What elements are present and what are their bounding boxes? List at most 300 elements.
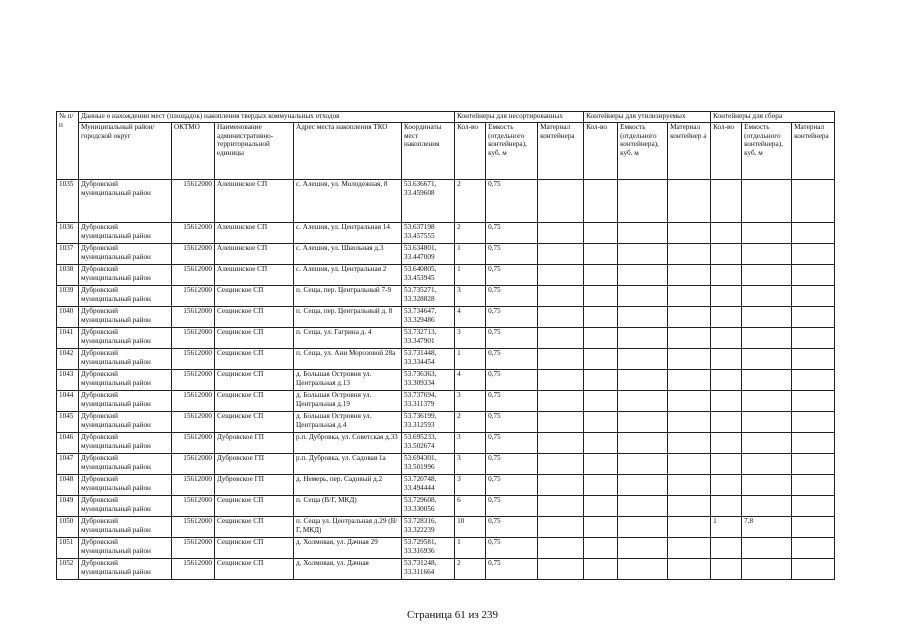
cell-capacity: 0,75 bbox=[486, 244, 538, 265]
cell-capacity-collect bbox=[742, 538, 792, 559]
cell-no: 1052 bbox=[57, 559, 79, 580]
cell-coords: 53.729581, 33.316936 bbox=[402, 538, 455, 559]
cell-material bbox=[538, 559, 584, 580]
cell-material-collect bbox=[792, 307, 835, 328]
cell-oktmo: 15612000 bbox=[172, 328, 215, 349]
cell-count-recycle bbox=[584, 223, 618, 244]
cell-capacity: 0,75 bbox=[486, 559, 538, 580]
cell-material-recycle bbox=[668, 307, 711, 328]
cell-count-collect bbox=[711, 559, 742, 580]
cell-material-collect bbox=[792, 433, 835, 454]
header-group-location: Данные о нахождении мест (площадок) накопления твердых коммунальных отходов bbox=[79, 112, 455, 123]
col-count-recycle: Кол-во bbox=[584, 123, 618, 180]
cell-material-collect bbox=[792, 180, 835, 223]
cell-address: д. Большая Островня ул. Центральная д.19 bbox=[294, 391, 402, 412]
cell-no: 1038 bbox=[57, 265, 79, 286]
cell-material bbox=[538, 180, 584, 223]
col-unit: Наименование административно-территориальной единицы bbox=[215, 123, 294, 180]
cell-material-recycle bbox=[668, 496, 711, 517]
cell-count-recycle bbox=[584, 538, 618, 559]
cell-oktmo: 15612000 bbox=[172, 475, 215, 496]
cell-capacity: 0,75 bbox=[486, 265, 538, 286]
cell-material-collect bbox=[792, 328, 835, 349]
cell-capacity: 0,75 bbox=[486, 349, 538, 370]
cell-address: с. Алешня, ул. Центральная 14 bbox=[294, 223, 402, 244]
cell-material-collect bbox=[792, 265, 835, 286]
cell-address: р.п. Дубровка, ул. Садовая 1а bbox=[294, 454, 402, 475]
cell-district: Дубровский муниципальный район bbox=[79, 559, 172, 580]
cell-coords: 53.735271, 33.328828 bbox=[402, 286, 455, 307]
cell-count: 3 bbox=[455, 454, 486, 475]
cell-oktmo: 15612000 bbox=[172, 265, 215, 286]
cell-material-recycle bbox=[668, 286, 711, 307]
cell-oktmo: 15612000 bbox=[172, 496, 215, 517]
cell-address: д. Большая Островня ул. Центральная д.4 bbox=[294, 412, 402, 433]
cell-capacity-collect bbox=[742, 223, 792, 244]
cell-count-collect bbox=[711, 412, 742, 433]
cell-district: Дубровский муниципальный район bbox=[79, 307, 172, 328]
cell-material bbox=[538, 391, 584, 412]
cell-material bbox=[538, 412, 584, 433]
cell-count: 3 bbox=[455, 475, 486, 496]
table-row bbox=[57, 412, 835, 433]
cell-material-collect bbox=[792, 559, 835, 580]
cell-address: д. Немерь, пер. Садовый д.2 bbox=[294, 475, 402, 496]
cell-unit: Сещинское СП bbox=[215, 307, 294, 328]
cell-coords: 53.694301, 33.501996 bbox=[402, 454, 455, 475]
cell-material bbox=[538, 433, 584, 454]
cell-count: 4 bbox=[455, 370, 486, 391]
cell-count: 3 bbox=[455, 391, 486, 412]
cell-oktmo: 15612000 bbox=[172, 223, 215, 244]
cell-count: 1 bbox=[455, 538, 486, 559]
cell-unit: Сещинское СП bbox=[215, 370, 294, 391]
cell-unit: Сещинское СП bbox=[215, 286, 294, 307]
cell-material-collect bbox=[792, 538, 835, 559]
header-columns-row bbox=[57, 123, 835, 180]
cell-count-collect bbox=[711, 286, 742, 307]
waste-sites-table bbox=[56, 111, 835, 580]
cell-district: Дубровский муниципальный район bbox=[79, 391, 172, 412]
table-row bbox=[57, 538, 835, 559]
cell-capacity: 0,75 bbox=[486, 307, 538, 328]
cell-material-recycle bbox=[668, 328, 711, 349]
cell-no: 1037 bbox=[57, 244, 79, 265]
cell-coords: 53.734647, 33.329486 bbox=[402, 307, 455, 328]
cell-count-recycle bbox=[584, 286, 618, 307]
table-row bbox=[57, 517, 835, 538]
cell-oktmo: 15612000 bbox=[172, 391, 215, 412]
cell-material bbox=[538, 496, 584, 517]
cell-material-collect bbox=[792, 496, 835, 517]
cell-oktmo: 15612000 bbox=[172, 349, 215, 370]
col-oktmo: ОКТМО bbox=[172, 123, 215, 180]
cell-count-recycle bbox=[584, 349, 618, 370]
cell-material bbox=[538, 307, 584, 328]
cell-count: 6 bbox=[455, 496, 486, 517]
table-row bbox=[57, 475, 835, 496]
cell-material bbox=[538, 265, 584, 286]
cell-unit: Сещинское СП bbox=[215, 391, 294, 412]
cell-coords: 53.732713, 33.347901 bbox=[402, 328, 455, 349]
cell-oktmo: 15612000 bbox=[172, 433, 215, 454]
cell-count-recycle bbox=[584, 412, 618, 433]
cell-capacity-collect bbox=[742, 349, 792, 370]
cell-no: 1039 bbox=[57, 286, 79, 307]
cell-oktmo: 15612000 bbox=[172, 538, 215, 559]
cell-oktmo: 15612000 bbox=[172, 180, 215, 223]
cell-unit: Сещинское СП bbox=[215, 517, 294, 538]
cell-count-recycle bbox=[584, 496, 618, 517]
cell-district: Дубровский муниципальный район bbox=[79, 286, 172, 307]
cell-unit: Сещинское СП bbox=[215, 412, 294, 433]
cell-count-collect bbox=[711, 370, 742, 391]
cell-capacity: 0,75 bbox=[486, 328, 538, 349]
cell-count: 3 bbox=[455, 328, 486, 349]
cell-coords: 53.736199, 33.312593 bbox=[402, 412, 455, 433]
cell-district: Дубровский муниципальный район bbox=[79, 370, 172, 391]
col-capacity-collect: Емкость (отдельного контейнера), куб. м bbox=[742, 123, 792, 180]
cell-district: Дубровский муниципальный район bbox=[79, 475, 172, 496]
cell-count-collect bbox=[711, 433, 742, 454]
cell-material-collect bbox=[792, 370, 835, 391]
cell-count-collect bbox=[711, 307, 742, 328]
table-row bbox=[57, 286, 835, 307]
cell-count: 3 bbox=[455, 286, 486, 307]
header-group-collect: Контейнеры для сбора bbox=[711, 112, 835, 123]
cell-material-collect bbox=[792, 412, 835, 433]
col-count-collect: Кол-во bbox=[711, 123, 742, 180]
cell-coords: 53.731248, 33.311664 bbox=[402, 559, 455, 580]
cell-address: д. Большая Островня ул. Центральная д.13 bbox=[294, 370, 402, 391]
cell-material-recycle bbox=[668, 433, 711, 454]
cell-capacity-collect: 7,8 bbox=[742, 517, 792, 538]
cell-coords: 53.737694, 33.311379 bbox=[402, 391, 455, 412]
cell-coords: 53.640805, 33.453945 bbox=[402, 265, 455, 286]
col-capacity-recycle: Емкость (отдельного контейнера), куб. м bbox=[618, 123, 668, 180]
cell-count: 2 bbox=[455, 559, 486, 580]
cell-material-recycle bbox=[668, 559, 711, 580]
cell-district: Дубровский муниципальный район bbox=[79, 223, 172, 244]
col-material-collect: Материал контейнера bbox=[792, 123, 835, 180]
cell-capacity: 0,75 bbox=[486, 180, 538, 223]
cell-count: 2 bbox=[455, 223, 486, 244]
cell-material-collect bbox=[792, 286, 835, 307]
cell-coords: 53.720748, 33.494444 bbox=[402, 475, 455, 496]
cell-count-recycle bbox=[584, 559, 618, 580]
page-number: Страница 61 из 239 bbox=[406, 609, 499, 621]
cell-count-collect bbox=[711, 265, 742, 286]
cell-unit: Алешинское СП bbox=[215, 180, 294, 223]
table-row bbox=[57, 559, 835, 580]
cell-capacity-recycle bbox=[618, 223, 668, 244]
cell-address: р.п. Дубровка, ул. Советская д.33 bbox=[294, 433, 402, 454]
col-material: Материал контейнера bbox=[538, 123, 584, 180]
cell-district: Дубровский муниципальный район bbox=[79, 349, 172, 370]
cell-count-collect bbox=[711, 328, 742, 349]
cell-capacity-collect bbox=[742, 244, 792, 265]
header-group-unsorted: Контейнеры для несортированных bbox=[455, 112, 584, 123]
cell-material bbox=[538, 328, 584, 349]
cell-material bbox=[538, 286, 584, 307]
cell-capacity-collect bbox=[742, 370, 792, 391]
cell-no: 1040 bbox=[57, 307, 79, 328]
cell-capacity: 0,75 bbox=[486, 517, 538, 538]
col-capacity: Емкость (отдельного контейнера), куб. м bbox=[486, 123, 538, 180]
cell-count-collect bbox=[711, 244, 742, 265]
table-row bbox=[57, 433, 835, 454]
cell-address: п. Сеща, пер. Центральный 7-9 bbox=[294, 286, 402, 307]
cell-district: Дубровский муниципальный район bbox=[79, 496, 172, 517]
cell-no: 1049 bbox=[57, 496, 79, 517]
table-row bbox=[57, 349, 835, 370]
cell-capacity-recycle bbox=[618, 412, 668, 433]
cell-capacity-collect bbox=[742, 328, 792, 349]
cell-material-recycle bbox=[668, 538, 711, 559]
cell-count-collect bbox=[711, 475, 742, 496]
cell-oktmo: 15612000 bbox=[172, 370, 215, 391]
cell-no: 1041 bbox=[57, 328, 79, 349]
cell-count-recycle bbox=[584, 180, 618, 223]
cell-coords: 53.634801, 33.447009 bbox=[402, 244, 455, 265]
cell-count-collect bbox=[711, 223, 742, 244]
cell-material-collect bbox=[792, 517, 835, 538]
cell-coords: 53.636671, 33.459608 bbox=[402, 180, 455, 223]
cell-district: Дубровский муниципальный район bbox=[79, 328, 172, 349]
cell-capacity-collect bbox=[742, 559, 792, 580]
cell-district: Дубровский муниципальный район bbox=[79, 244, 172, 265]
cell-material-recycle bbox=[668, 265, 711, 286]
cell-oktmo: 15612000 bbox=[172, 517, 215, 538]
cell-count-recycle bbox=[584, 244, 618, 265]
cell-no: 1047 bbox=[57, 454, 79, 475]
cell-oktmo: 15612000 bbox=[172, 244, 215, 265]
cell-no: 1051 bbox=[57, 538, 79, 559]
cell-district: Дубровский муниципальный район bbox=[79, 538, 172, 559]
cell-coords: 53.695233, 33.502674 bbox=[402, 433, 455, 454]
cell-no: 1042 bbox=[57, 349, 79, 370]
cell-material-recycle bbox=[668, 517, 711, 538]
header-no: № п/п bbox=[57, 112, 79, 180]
cell-district: Дубровский муниципальный район bbox=[79, 265, 172, 286]
cell-address: п. Сеща (В/Г, МКД) bbox=[294, 496, 402, 517]
cell-capacity-collect bbox=[742, 307, 792, 328]
cell-unit: Дубровское ГП bbox=[215, 433, 294, 454]
cell-unit: Сещинское СП bbox=[215, 328, 294, 349]
cell-count-collect bbox=[711, 391, 742, 412]
cell-material bbox=[538, 349, 584, 370]
cell-no: 1044 bbox=[57, 391, 79, 412]
cell-count: 2 bbox=[455, 412, 486, 433]
cell-coords: 53.731448, 33.334454 bbox=[402, 349, 455, 370]
cell-material-recycle bbox=[668, 223, 711, 244]
cell-address: п. Сеща, пер. Центральный д. 8 bbox=[294, 307, 402, 328]
cell-count-recycle bbox=[584, 265, 618, 286]
cell-no: 1046 bbox=[57, 433, 79, 454]
cell-count-recycle bbox=[584, 517, 618, 538]
cell-capacity: 0,75 bbox=[486, 475, 538, 496]
cell-material bbox=[538, 475, 584, 496]
table-row bbox=[57, 454, 835, 475]
cell-material-recycle bbox=[668, 454, 711, 475]
cell-unit: Сещинское СП bbox=[215, 349, 294, 370]
cell-capacity: 0,75 bbox=[486, 370, 538, 391]
col-material-recycle: Материал контейнер а bbox=[668, 123, 711, 180]
cell-no: 1048 bbox=[57, 475, 79, 496]
table-row bbox=[57, 180, 835, 223]
cell-capacity-recycle bbox=[618, 496, 668, 517]
header-group-row bbox=[57, 112, 835, 123]
cell-coords: 53.736363, 33.309334 bbox=[402, 370, 455, 391]
cell-unit: Дубровское ГП bbox=[215, 454, 294, 475]
cell-oktmo: 15612000 bbox=[172, 286, 215, 307]
cell-capacity: 0,75 bbox=[486, 454, 538, 475]
cell-material-collect bbox=[792, 391, 835, 412]
cell-count: 10 bbox=[455, 517, 486, 538]
cell-count-recycle bbox=[584, 307, 618, 328]
cell-address: с. Алешня, ул. Центральная 2 bbox=[294, 265, 402, 286]
cell-capacity-recycle bbox=[618, 349, 668, 370]
cell-count-recycle bbox=[584, 475, 618, 496]
cell-material bbox=[538, 454, 584, 475]
cell-count: 1 bbox=[455, 349, 486, 370]
cell-district: Дубровский муниципальный район bbox=[79, 433, 172, 454]
cell-material-recycle bbox=[668, 370, 711, 391]
col-count: Кол-во bbox=[455, 123, 486, 180]
cell-capacity-collect bbox=[742, 265, 792, 286]
table-row bbox=[57, 265, 835, 286]
cell-no: 1050 bbox=[57, 517, 79, 538]
cell-capacity-collect bbox=[742, 412, 792, 433]
cell-no: 1036 bbox=[57, 223, 79, 244]
cell-material bbox=[538, 538, 584, 559]
table-row bbox=[57, 496, 835, 517]
cell-address: с. Алешня, ул. Школьная д.3 bbox=[294, 244, 402, 265]
table-row bbox=[57, 328, 835, 349]
cell-district: Дубровский муниципальный район bbox=[79, 412, 172, 433]
cell-no: 1045 bbox=[57, 412, 79, 433]
cell-district: Дубровский муниципальный район bbox=[79, 454, 172, 475]
cell-address: с. Алешня, ул. Молодежная, 8 bbox=[294, 180, 402, 223]
cell-material-collect bbox=[792, 223, 835, 244]
cell-unit: Дубровское ГП bbox=[215, 475, 294, 496]
table-row bbox=[57, 391, 835, 412]
cell-oktmo: 15612000 bbox=[172, 307, 215, 328]
cell-count-recycle bbox=[584, 370, 618, 391]
cell-coords: 53.729608, 33.330056 bbox=[402, 496, 455, 517]
cell-count-recycle bbox=[584, 454, 618, 475]
table-row bbox=[57, 223, 835, 244]
cell-oktmo: 15612000 bbox=[172, 412, 215, 433]
cell-coords: 53.728316, 33.322239 bbox=[402, 517, 455, 538]
cell-material-recycle bbox=[668, 391, 711, 412]
cell-count-collect bbox=[711, 349, 742, 370]
cell-unit: Сещинское СП bbox=[215, 559, 294, 580]
cell-capacity: 0,75 bbox=[486, 223, 538, 244]
cell-material-collect bbox=[792, 454, 835, 475]
cell-capacity: 0,75 bbox=[486, 286, 538, 307]
cell-no: 1035 bbox=[57, 180, 79, 223]
cell-count: 4 bbox=[455, 307, 486, 328]
cell-capacity-recycle bbox=[618, 307, 668, 328]
cell-oktmo: 15612000 bbox=[172, 559, 215, 580]
cell-count-recycle bbox=[584, 391, 618, 412]
cell-count-recycle bbox=[584, 433, 618, 454]
cell-count: 2 bbox=[455, 180, 486, 223]
cell-capacity: 0,75 bbox=[486, 433, 538, 454]
cell-address: п. Сеща ул. Центральная д.29 (В/Г, МКД) bbox=[294, 517, 402, 538]
cell-capacity-recycle bbox=[618, 370, 668, 391]
cell-address: п. Сеща, ул. Гагрина д. 4 bbox=[294, 328, 402, 349]
cell-district: Дубровский муниципальный район bbox=[79, 517, 172, 538]
cell-capacity-recycle bbox=[618, 559, 668, 580]
cell-unit: Алешинское СП bbox=[215, 265, 294, 286]
cell-capacity-collect bbox=[742, 496, 792, 517]
cell-material bbox=[538, 244, 584, 265]
cell-unit: Алешинское СП bbox=[215, 223, 294, 244]
cell-oktmo: 15612000 bbox=[172, 454, 215, 475]
cell-address: д. Холмовая, ул. Дачная 29 bbox=[294, 538, 402, 559]
cell-capacity-collect bbox=[742, 475, 792, 496]
cell-capacity-recycle bbox=[618, 180, 668, 223]
col-district: Муниципальный район/городской округ bbox=[79, 123, 172, 180]
table-row bbox=[57, 307, 835, 328]
cell-material-recycle bbox=[668, 349, 711, 370]
cell-no: 1043 bbox=[57, 370, 79, 391]
col-address: Адрес места накопления ТКО bbox=[294, 123, 402, 180]
cell-unit: Сещинское СП bbox=[215, 496, 294, 517]
cell-capacity-recycle bbox=[618, 244, 668, 265]
cell-capacity-recycle bbox=[618, 454, 668, 475]
cell-material-collect bbox=[792, 349, 835, 370]
cell-count-collect: 1 bbox=[711, 517, 742, 538]
cell-capacity-recycle bbox=[618, 286, 668, 307]
header-group-recycle: Контейнеры для утилизируемых bbox=[584, 112, 711, 123]
cell-capacity: 0,75 bbox=[486, 391, 538, 412]
cell-capacity-recycle bbox=[618, 265, 668, 286]
cell-capacity-recycle bbox=[618, 328, 668, 349]
cell-address: д. Холмовая, ул. Дачная bbox=[294, 559, 402, 580]
cell-address: п. Сеща, ул. Ани Морозовой 28а bbox=[294, 349, 402, 370]
cell-material bbox=[538, 370, 584, 391]
cell-material bbox=[538, 223, 584, 244]
cell-coords: 53.637198 33.457555 bbox=[402, 223, 455, 244]
cell-unit: Алешинское СП bbox=[215, 244, 294, 265]
cell-material-recycle bbox=[668, 412, 711, 433]
cell-capacity-collect bbox=[742, 286, 792, 307]
cell-material-collect bbox=[792, 475, 835, 496]
cell-material-recycle bbox=[668, 244, 711, 265]
cell-count-recycle bbox=[584, 328, 618, 349]
cell-capacity-collect bbox=[742, 180, 792, 223]
cell-material-recycle bbox=[668, 180, 711, 223]
cell-count-collect bbox=[711, 496, 742, 517]
cell-count-collect bbox=[711, 454, 742, 475]
cell-capacity-recycle bbox=[618, 433, 668, 454]
table-row bbox=[57, 244, 835, 265]
cell-district: Дубровский муниципальный район bbox=[79, 180, 172, 223]
cell-material-recycle bbox=[668, 475, 711, 496]
cell-capacity: 0,75 bbox=[486, 412, 538, 433]
cell-capacity-collect bbox=[742, 433, 792, 454]
cell-capacity-recycle bbox=[618, 391, 668, 412]
cell-capacity: 0,75 bbox=[486, 496, 538, 517]
cell-unit: Сещинское СП bbox=[215, 538, 294, 559]
cell-count: 1 bbox=[455, 265, 486, 286]
cell-material bbox=[538, 517, 584, 538]
cell-capacity-collect bbox=[742, 391, 792, 412]
cell-capacity-recycle bbox=[618, 475, 668, 496]
